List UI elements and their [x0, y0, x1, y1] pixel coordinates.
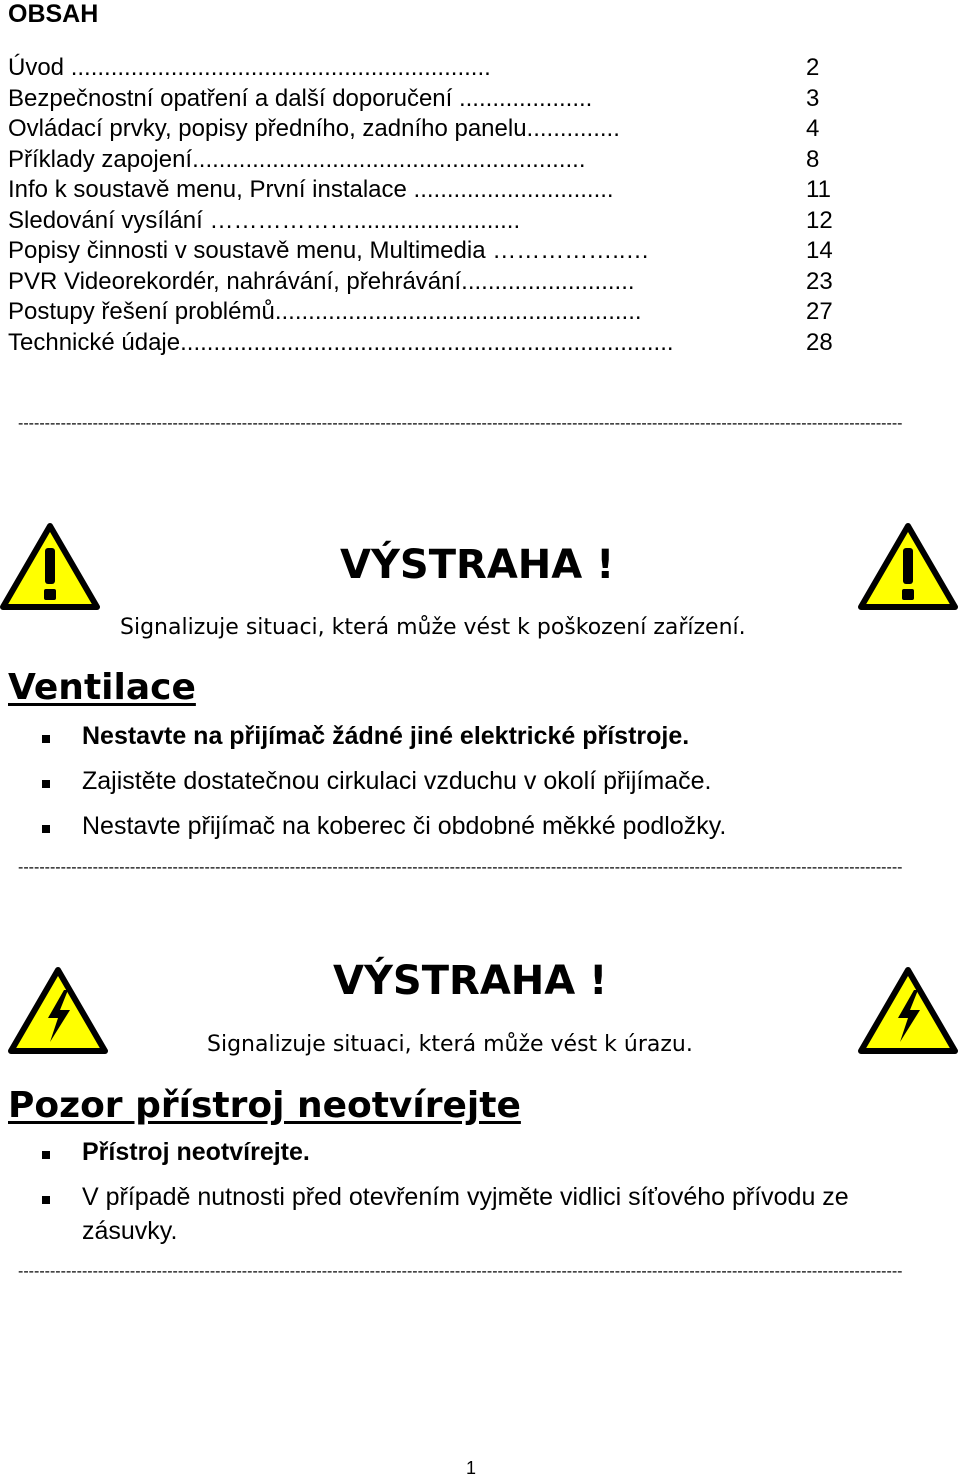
- toc-entry-label: Úvod ...............................................................: [8, 54, 491, 81]
- ventilation-list: [42, 719, 726, 843]
- page-number: 1: [466, 1458, 477, 1478]
- toc-entry-label: PVR Videorekordér, nahrávání, přehrávání..........................: [8, 268, 635, 295]
- section-heading-ventilation: Ventilace: [8, 667, 196, 708]
- bullet-icon: [42, 1151, 50, 1159]
- bullet-icon: [42, 1196, 50, 1204]
- bullet-icon: [42, 780, 50, 788]
- toc-entry-page: 12: [806, 207, 833, 234]
- warning-title: VÝSTRAHA !: [333, 958, 608, 1004]
- toc-entry: [8, 328, 908, 358]
- toc-entry-page: 8: [806, 146, 820, 173]
- toc-entry: [8, 297, 908, 327]
- section-divider: ----------------------------------------------------------------------------------------------------------------------------------------------------------------------: [18, 1263, 903, 1280]
- toc-entry: [8, 206, 908, 236]
- toc-entry-label: Příklady zapojení...........................................................: [8, 146, 586, 173]
- toc-entry-label: Popisy činnosti v soustavě menu, Multimedia ……………..…: [8, 237, 650, 264]
- warning-subtitle: Signalizuje situaci, která může vést k poškození zařízení.: [120, 615, 746, 640]
- do-not-open-list: [42, 1135, 942, 1248]
- toc-entry: [8, 84, 908, 114]
- list-item-text: Přístroj neotvírejte.: [82, 1138, 310, 1166]
- toc-entry-page: 23: [806, 268, 833, 295]
- toc-entry: [8, 175, 908, 205]
- toc-entry-page: 4: [806, 115, 820, 142]
- toc-entry-page: 2: [806, 54, 820, 81]
- bullet-icon: [42, 735, 50, 743]
- toc-entry-label: Bezpečnostní opatření a další doporučení ....................: [8, 85, 593, 112]
- exclamation-warning-icon: [0, 522, 100, 610]
- warning-title: VÝSTRAHA !: [340, 542, 615, 588]
- list-item: [42, 809, 726, 843]
- exclamation-warning-icon: [858, 522, 958, 610]
- list-item-text: V případě nutnosti před otevřením vyjměte vidlici síťového přívodu ze zásuvky.: [82, 1183, 849, 1245]
- high-voltage-warning-icon: [858, 966, 958, 1054]
- high-voltage-warning-icon: [8, 966, 108, 1054]
- toc-entry-page: 28: [806, 329, 833, 356]
- toc-entry-page: 3: [806, 85, 820, 112]
- toc-entry: [8, 267, 908, 297]
- toc-entry-label: Postupy řešení problémů.......................................................: [8, 298, 642, 325]
- toc-entry-page: 11: [806, 176, 831, 203]
- list-item-text: Zajistěte dostatečnou cirkulaci vzduchu v okolí přijímače.: [82, 767, 712, 795]
- section-heading-do-not-open: Pozor přístroj neotvírejte: [8, 1085, 521, 1126]
- section-divider: ----------------------------------------------------------------------------------------------------------------------------------------------------------------------: [18, 859, 903, 876]
- list-item-text: Nestavte na přijímač žádné jiné elektrické přístroje.: [82, 722, 690, 750]
- list-item: [42, 1135, 942, 1169]
- toc-entry-label: Info k soustavě menu, První instalace ..............................: [8, 176, 614, 203]
- bullet-icon: [42, 825, 50, 833]
- list-item: [42, 1180, 942, 1248]
- section-divider: ----------------------------------------------------------------------------------------------------------------------------------------------------------------------: [18, 415, 903, 432]
- toc-entry-page: 14: [806, 237, 833, 264]
- toc-entry: [8, 236, 908, 266]
- list-item: [42, 764, 726, 798]
- toc-entry: [8, 53, 908, 83]
- toc-entry: [8, 114, 908, 144]
- toc-entry-label: Sledování vysílání ……………….........................: [8, 207, 521, 234]
- toc-heading: OBSAH: [8, 0, 99, 28]
- toc-entry: [8, 145, 908, 175]
- list-item-text: Nestavte přijímač na koberec či obdobné měkké podložky.: [82, 812, 727, 840]
- toc-entry-label: Technické údaje..........................................................................: [8, 329, 674, 356]
- warning-subtitle: Signalizuje situaci, která může vést k úrazu.: [207, 1032, 693, 1057]
- toc-entry-page: 27: [806, 298, 833, 325]
- toc-entry-label: Ovládací prvky, popisy předního, zadního panelu..............: [8, 115, 620, 142]
- list-item: [42, 719, 726, 753]
